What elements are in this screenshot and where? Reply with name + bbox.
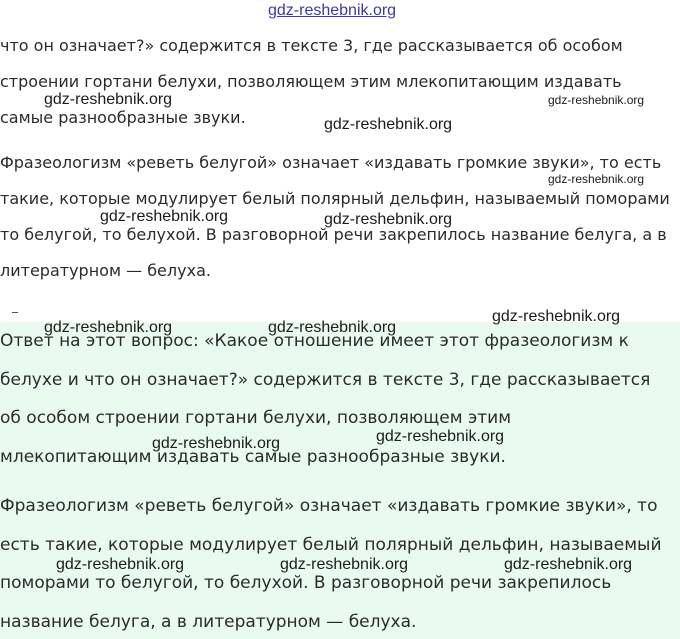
watermark: gdz-reshebnik.org (324, 211, 453, 228)
text-line: такие, которые модулирует белый полярный дельфин, называемый поморами (0, 189, 670, 208)
watermark-header[interactable]: gdz-reshebnik.org (268, 2, 397, 19)
text-line: белухе и что он означает?» содержится в тексте 3, где рассказывается (0, 370, 651, 390)
text-line: что он означает?» содержится в тексте 3, где рассказывается об особом (0, 36, 623, 55)
text-line: название белуга, а в литературном — белуха. (0, 612, 417, 632)
text-line: строении гортани белухи, позволяющем этим млекопитающим издавать (0, 72, 622, 91)
watermark: gdz-reshebnik.org (268, 319, 397, 336)
text-line: Фразеологизм «реветь белугой» означает «издавать громкие звуки», то (0, 496, 658, 516)
text-line: самые разнообразные звуки. (0, 108, 246, 127)
text-line: есть такие, которые модулирует белый полярный дельфин, называемый (0, 535, 662, 555)
text-line: поморами то белугой, то белухой. В разговорной речи закрепилось (0, 573, 612, 593)
watermark: gdz-reshebnik.org (376, 428, 505, 445)
text-line: Ответ на этот вопрос: «Какое отношение имеет этот фразеологизм к (0, 331, 629, 351)
watermark: gdz-reshebnik.org (492, 308, 621, 325)
divider-mark (12, 312, 18, 313)
watermark: gdz-reshebnik.org (324, 116, 453, 133)
watermark: gdz-reshebnik.org (44, 91, 173, 108)
text-line: об особом строении гортани белухи, позволяющем этим (0, 408, 512, 428)
watermark: gdz-reshebnik.org (56, 556, 185, 573)
watermark: gdz-reshebnik.org (152, 435, 281, 452)
watermark: gdz-reshebnik.org (100, 208, 229, 225)
text-line: Фразеологизм «реветь белугой» означает «издавать громкие звуки», то есть (0, 153, 662, 172)
watermark: gdz-reshebnik.org (280, 556, 409, 573)
text-line: млекопитающим издавать самые разнообразные звуки. (0, 447, 506, 467)
watermark: gdz-reshebnik.org (548, 172, 645, 186)
text-line: литературном — белуха. (0, 261, 211, 280)
watermark: gdz-reshebnik.org (548, 93, 645, 107)
watermark: gdz-reshebnik.org (504, 556, 633, 573)
watermark: gdz-reshebnik.org (44, 319, 173, 336)
text-line: то белугой, то белухой. В разговорной речи закрепилось название белуга, а в (0, 225, 667, 244)
